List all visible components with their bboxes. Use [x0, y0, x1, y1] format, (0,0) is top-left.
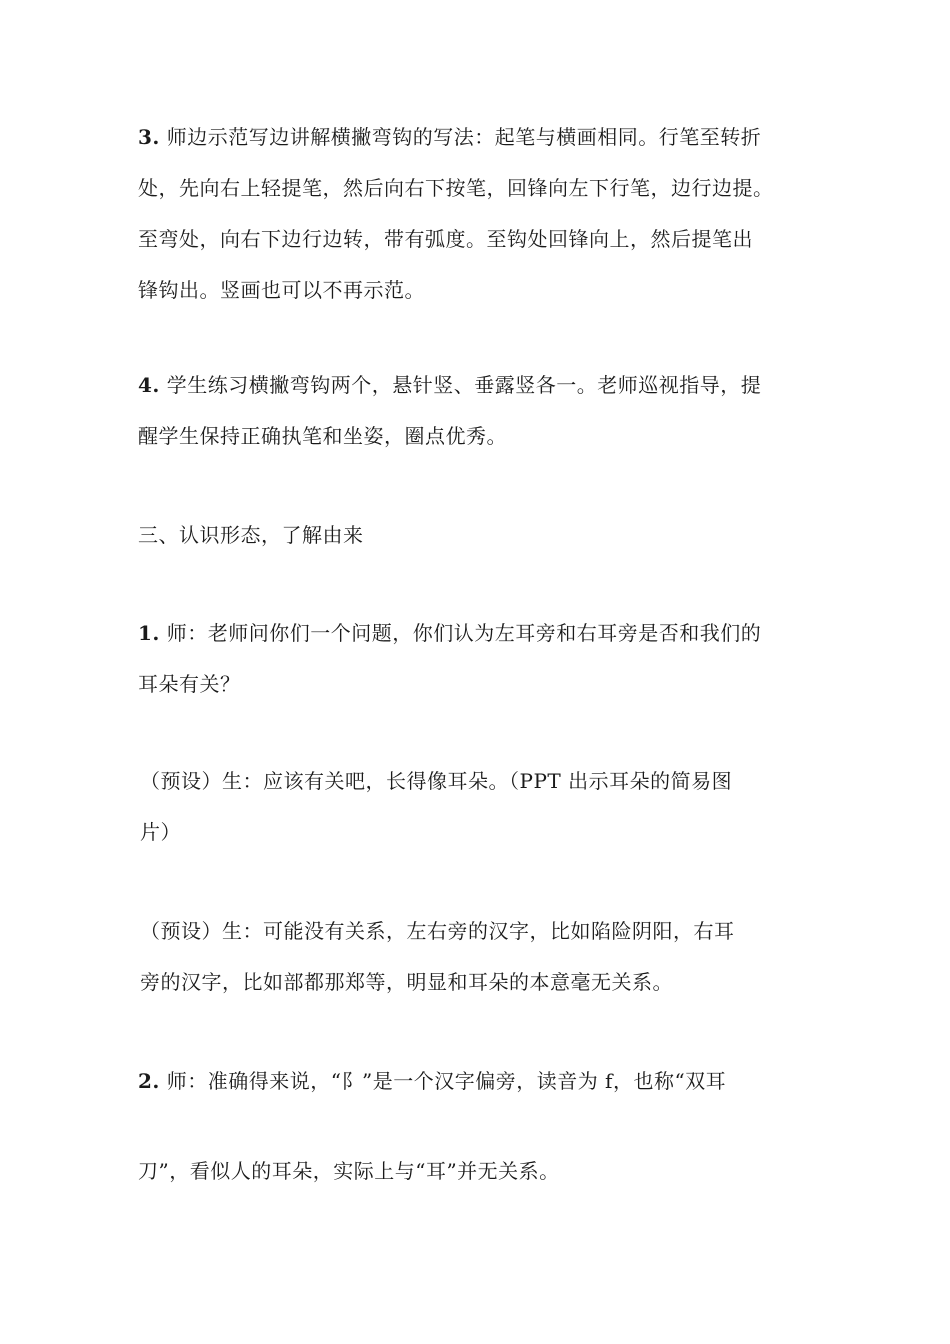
text-line — [138, 360, 828, 411]
list-number: 3. — [138, 125, 160, 149]
line-text: 师：老师问你们一个问题，你们认为左耳旁和右耳旁是否和我们的 — [166, 621, 762, 645]
paragraph-step-3 — [138, 112, 828, 316]
text-line: 至弯处，向右下边行边转，带有弧度。至钩处回锋向上，然后提笔出 — [138, 227, 753, 251]
paragraph-preset-answer-1 — [138, 756, 830, 858]
text-line: 锋钩出。竖画也可以不再示范。 — [138, 278, 425, 302]
list-number: 4. — [138, 373, 160, 397]
text-line: 旁的汉字，比如部都那郑等，明显和耳朵的本意毫无关系。 — [140, 970, 673, 994]
text-line — [138, 112, 828, 163]
text-line: 处，先向右上轻提笔，然后向右下按笔，回锋向左下行笔，边行边提。 — [138, 176, 774, 200]
paragraph-step-4 — [138, 360, 828, 462]
list-number: 1. — [138, 621, 160, 645]
text-line: （预设）生：应该有关吧，长得像耳朵。（PPT 出示耳朵的简易图 — [140, 769, 733, 793]
text-line: 耳朵有关？ — [138, 672, 241, 696]
section-heading — [138, 510, 828, 561]
text-line — [138, 608, 828, 659]
paragraph-explanation-2 — [138, 1036, 828, 1216]
text-line: 片） — [140, 820, 181, 844]
paragraph-question-1 — [138, 608, 828, 710]
text-line: （预设）生：可能没有关系，左右旁的汉字，比如陷险阴阳，右耳 — [140, 919, 735, 943]
text-line: 醒学生保持正确执笔和坐姿，圈点优秀。 — [138, 424, 507, 448]
line-text: 师：准确得来说，“阝”是一个汉字偏旁，读音为 f，也称“双耳 — [159, 1069, 727, 1093]
text-line: 刀”，看似人的耳朵，实际上与“耳”并无关系。 — [138, 1159, 560, 1183]
heading-text: 三、认识形态，了解由来 — [138, 523, 364, 547]
list-number: 2. — [138, 1069, 160, 1093]
line-text: 师边示范写边讲解横撇弯钩的写法：起笔与横画相同。行笔至转折 — [166, 125, 762, 149]
text-line — [138, 1036, 828, 1126]
line-text: 学生练习横撇弯钩两个，悬针竖、垂露竖各一。老师巡视指导，提 — [166, 373, 762, 397]
paragraph-preset-answer-2 — [138, 906, 830, 1008]
